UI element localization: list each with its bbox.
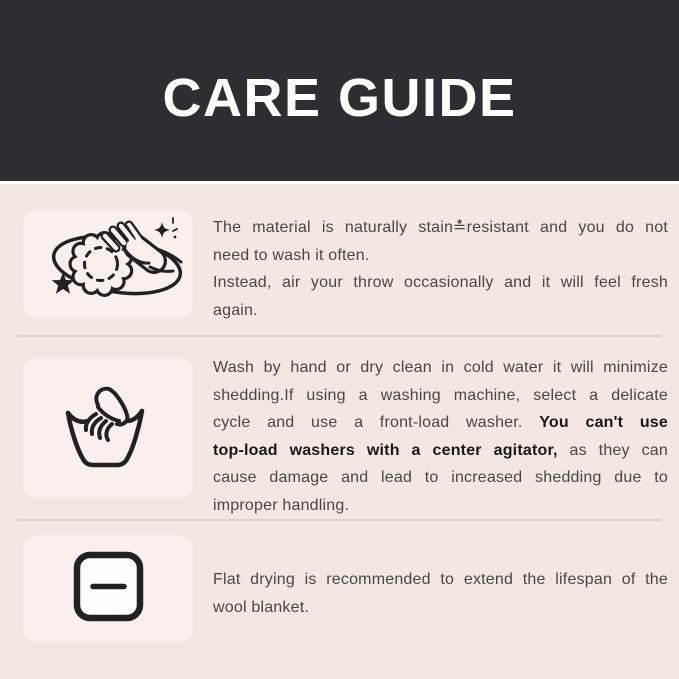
hand-wash-icon (23, 358, 193, 498)
icon-card-flat-dry (23, 535, 193, 642)
instruction-text-stain-resistant (213, 214, 668, 324)
icon-card-stain-resistant (23, 210, 193, 318)
text-line: wool blanket. (213, 598, 309, 616)
icon-card-hand-wash (23, 358, 193, 498)
text-line: top-load washers with a center agitator, as they can (213, 441, 668, 459)
text-line: shedding.If using a washing machine, select a delicate (213, 386, 668, 404)
text-line: Flat drying is recommended to extend the lifespan of the (213, 571, 668, 588)
section-divider (17, 519, 662, 521)
page-title: CARE GUIDE (162, 67, 517, 128)
header-band (0, 0, 679, 181)
text-line: cause damage and lead to increased shedding due to (213, 469, 668, 486)
header-separator (0, 181, 679, 184)
section-divider (17, 335, 662, 337)
text-line: Wash by hand or dry clean in cold water it will minimize (213, 359, 668, 376)
text-line: Instead, air your throw occasionally and it will feel fresh (213, 274, 668, 291)
text-line: The material is naturally stain≛resistant and you do not (213, 219, 668, 236)
instruction-text-flat-dry (213, 566, 668, 621)
instruction-text-machine-wash (213, 354, 668, 519)
stain-resistant-icon (23, 210, 193, 318)
text-line: again. (213, 301, 258, 319)
text-line: cycle and use a front-load washer. You can't use (213, 414, 669, 431)
flat-dry-icon (23, 535, 193, 642)
text-line: improper handling. (213, 496, 350, 514)
text-line: need to wash it often. (213, 246, 370, 264)
